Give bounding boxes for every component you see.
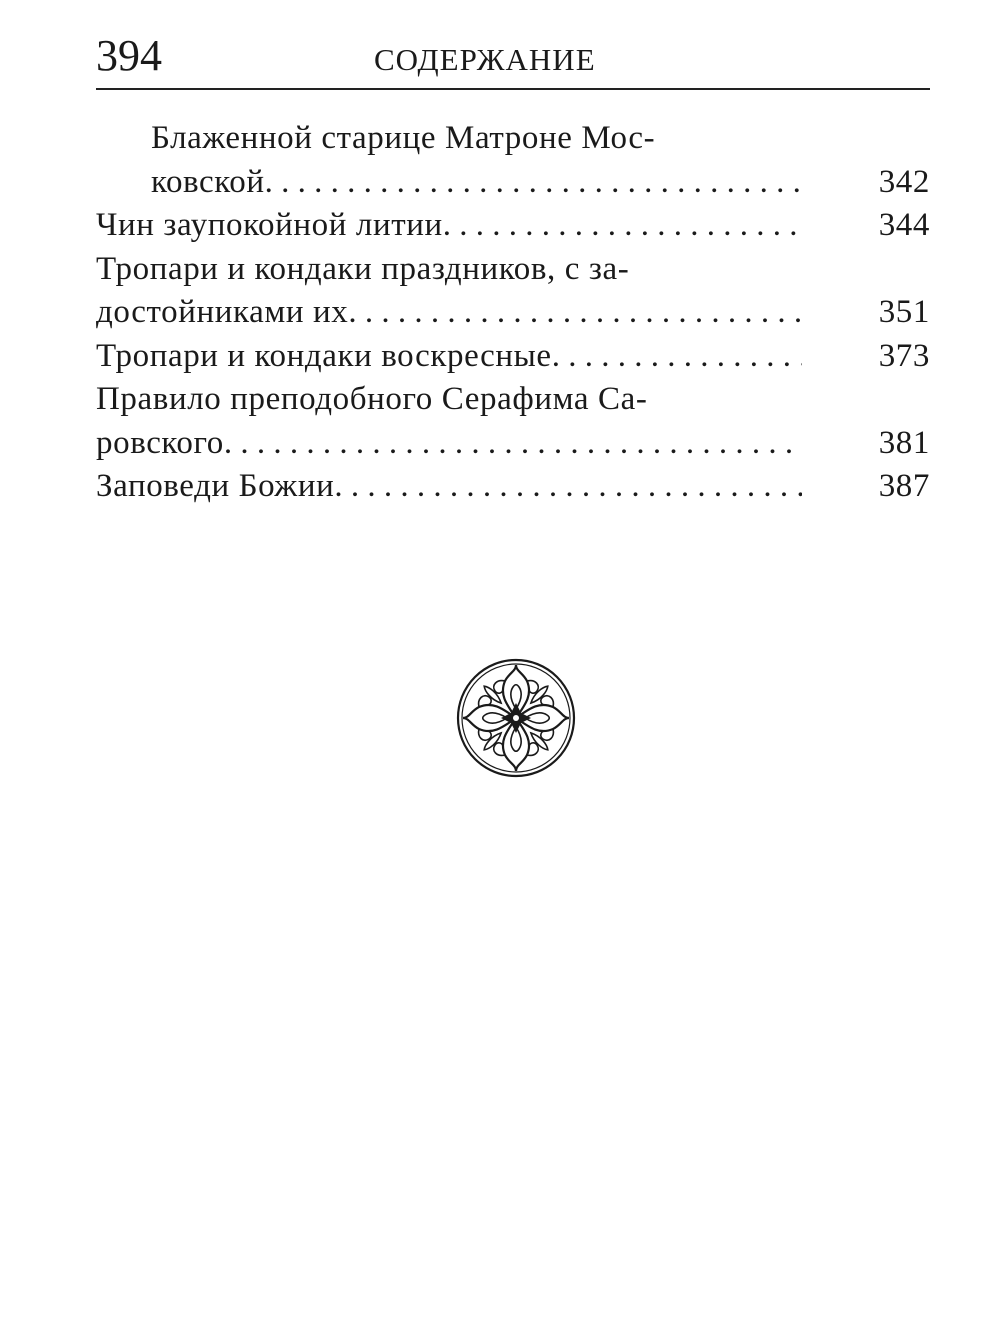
dot-leader — [443, 204, 802, 248]
dot-leader — [552, 335, 802, 379]
table-of-contents — [96, 117, 930, 509]
toc-entry-title: Чин заупокойной литии — [96, 207, 443, 243]
toc-entry-line — [96, 378, 930, 422]
toc-entry-title-continued: ковской — [151, 163, 265, 200]
toc-entry-line — [96, 161, 930, 205]
toc-page-number: 342 — [878, 163, 930, 200]
toc-entry-title-continued: достойниками их — [96, 294, 349, 330]
toc-entry-title: Правило преподобного Серафима Са- — [96, 381, 648, 417]
toc-page-number: 387 — [878, 468, 930, 504]
toc-entry-line — [96, 117, 930, 161]
toc-entry-title: Заповеди Божии — [96, 468, 335, 504]
toc-entry-line — [96, 291, 930, 335]
toc-entry-line — [96, 204, 930, 248]
toc-entry-line — [96, 465, 930, 509]
running-header — [96, 30, 930, 90]
toc-entry-title-continued: ровского — [96, 424, 224, 461]
toc-entry-title: Тропари и кондаки праздников, с за- — [96, 250, 630, 287]
toc-page-number: 381 — [878, 424, 930, 461]
toc-entry-title: Тропари и кондаки воскресные — [96, 337, 552, 374]
dot-leader — [334, 465, 802, 509]
running-title: СОДЕРЖАНИЕ — [374, 42, 596, 77]
toc-entry-line — [96, 335, 930, 379]
dot-leader — [265, 161, 802, 205]
dot-leader — [224, 422, 802, 466]
toc-entry-line — [96, 248, 930, 292]
rosette-ornament-icon — [455, 657, 577, 779]
toc-page-number: 351 — [878, 294, 930, 330]
page-number: 394 — [96, 31, 162, 80]
toc-entry-line — [96, 422, 930, 466]
toc-page-number: 373 — [878, 337, 930, 374]
toc-entry-title: Блаженной старице Матроне Мос- — [151, 120, 656, 156]
toc-page-number: 344 — [878, 207, 930, 243]
dot-leader — [348, 291, 802, 335]
